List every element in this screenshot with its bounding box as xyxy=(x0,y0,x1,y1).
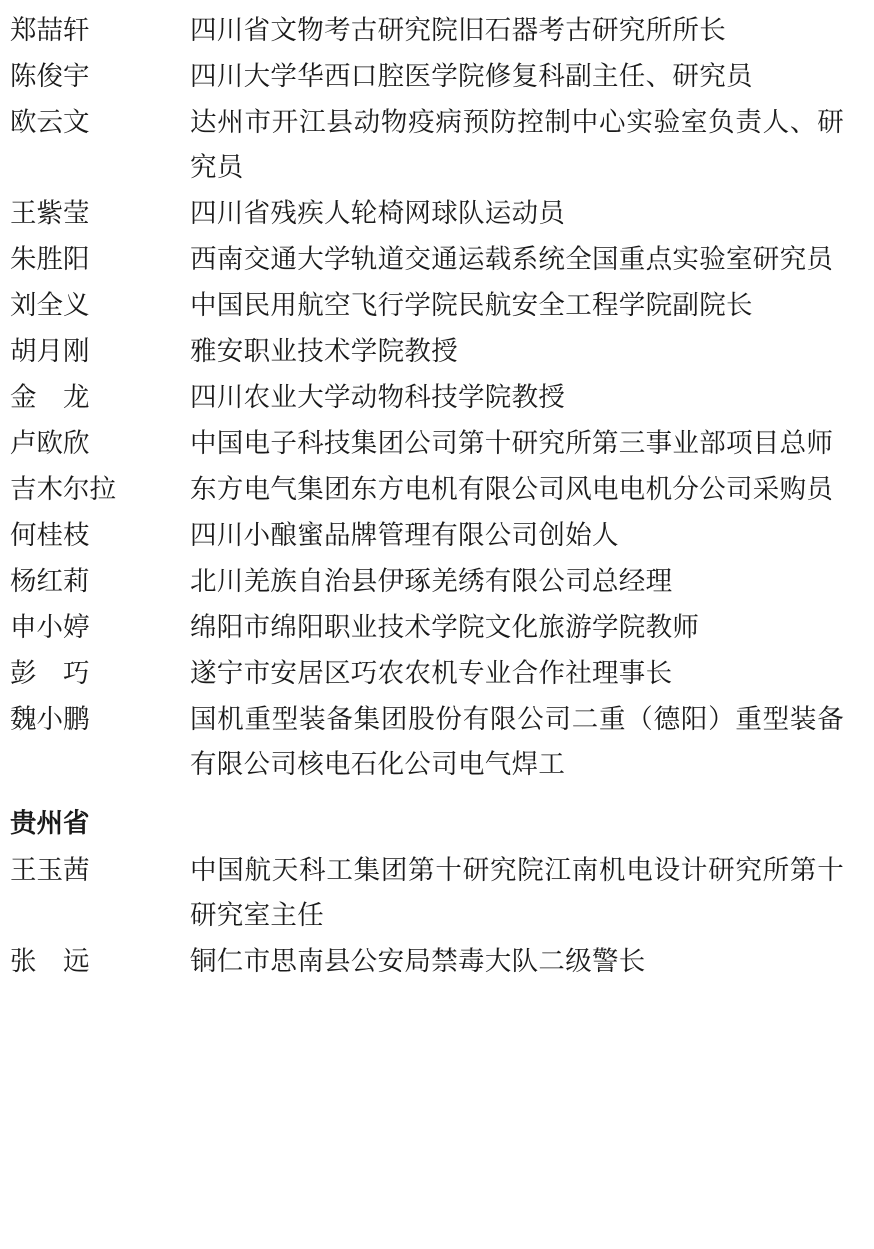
recipient-name: 胡月刚 xyxy=(10,336,90,366)
list-item xyxy=(10,54,844,99)
recipient-name: 郑喆轩 xyxy=(10,15,90,45)
recipient-name: 申小婷 xyxy=(10,612,90,642)
recipient-name: 陈俊宇 xyxy=(10,61,90,91)
list-item xyxy=(10,8,844,53)
section-heading-guizhou: 贵州省 xyxy=(10,808,90,838)
list-item xyxy=(10,237,844,282)
recipient-title: 四川大学华西口腔医学院修复科副主任、研究员 xyxy=(190,61,753,91)
list-item xyxy=(10,467,844,512)
list-item xyxy=(10,421,844,466)
recipient-name: 魏小鹏 xyxy=(10,704,90,734)
recipient-name: 彭 巧 xyxy=(10,658,90,688)
recipient-title: 四川农业大学动物科技学院教授 xyxy=(190,382,566,412)
recipient-name: 欧云文 xyxy=(10,107,90,137)
recipient-title: 北川羌族自治县伊琢羌绣有限公司总经理 xyxy=(190,566,673,596)
recipient-title: 遂宁市安居区巧农农机专业合作社理事长 xyxy=(190,658,673,688)
recipient-title: 中国航天科工集团第十研究院江南机电设计研究所第十研究室主任 xyxy=(190,855,844,930)
list-item xyxy=(10,100,844,190)
recipient-title: 国机重型装备集团股份有限公司二重（德阳）重型装备有限公司核电石化公司电气焊工 xyxy=(190,704,844,779)
list-item xyxy=(10,848,844,938)
list-item xyxy=(10,283,844,328)
recipient-name: 王玉茜 xyxy=(10,855,90,885)
recipient-title: 东方电气集团东方电机有限公司风电电机分公司采购员 xyxy=(190,474,834,504)
list-item xyxy=(10,375,844,420)
recipient-name: 朱胜阳 xyxy=(10,244,90,274)
recipient-name: 张 远 xyxy=(10,946,90,976)
recipient-title: 达州市开江县动物疫病预防控制中心实验室负责人、研究员 xyxy=(190,107,844,182)
list-item xyxy=(10,651,844,696)
recipient-title: 绵阳市绵阳职业技术学院文化旅游学院教师 xyxy=(190,612,700,642)
recipient-name: 王紫莹 xyxy=(10,198,90,228)
list-item xyxy=(10,697,844,787)
list-item xyxy=(10,191,844,236)
recipient-title: 雅安职业技术学院教授 xyxy=(190,336,458,366)
recipient-name: 卢欧欣 xyxy=(10,428,90,458)
recipient-title: 西南交通大学轨道交通运载系统全国重点实验室研究员 xyxy=(190,244,834,274)
recipient-name: 何桂枝 xyxy=(10,520,90,550)
list-item xyxy=(10,513,844,558)
list-item xyxy=(10,559,844,604)
list-item xyxy=(10,329,844,374)
recipient-name: 刘全义 xyxy=(10,290,90,320)
recipient-name: 吉木尔拉 xyxy=(10,474,116,504)
recipient-title: 中国电子科技集团公司第十研究所第三事业部项目总师 xyxy=(190,428,834,458)
recipient-title: 四川小酿蜜品牌管理有限公司创始人 xyxy=(190,520,619,550)
list-item xyxy=(10,605,844,650)
recipient-title: 铜仁市思南县公安局禁毒大队二级警长 xyxy=(190,946,646,976)
recipient-title: 中国民用航空飞行学院民航安全工程学院副院长 xyxy=(190,290,753,320)
recipient-name: 杨红莉 xyxy=(10,566,90,596)
recipient-title: 四川省残疾人轮椅网球队运动员 xyxy=(190,198,566,228)
list-item xyxy=(10,939,844,984)
recipient-name: 金 龙 xyxy=(10,382,90,412)
recipient-title: 四川省文物考古研究院旧石器考古研究所所长 xyxy=(190,15,726,45)
